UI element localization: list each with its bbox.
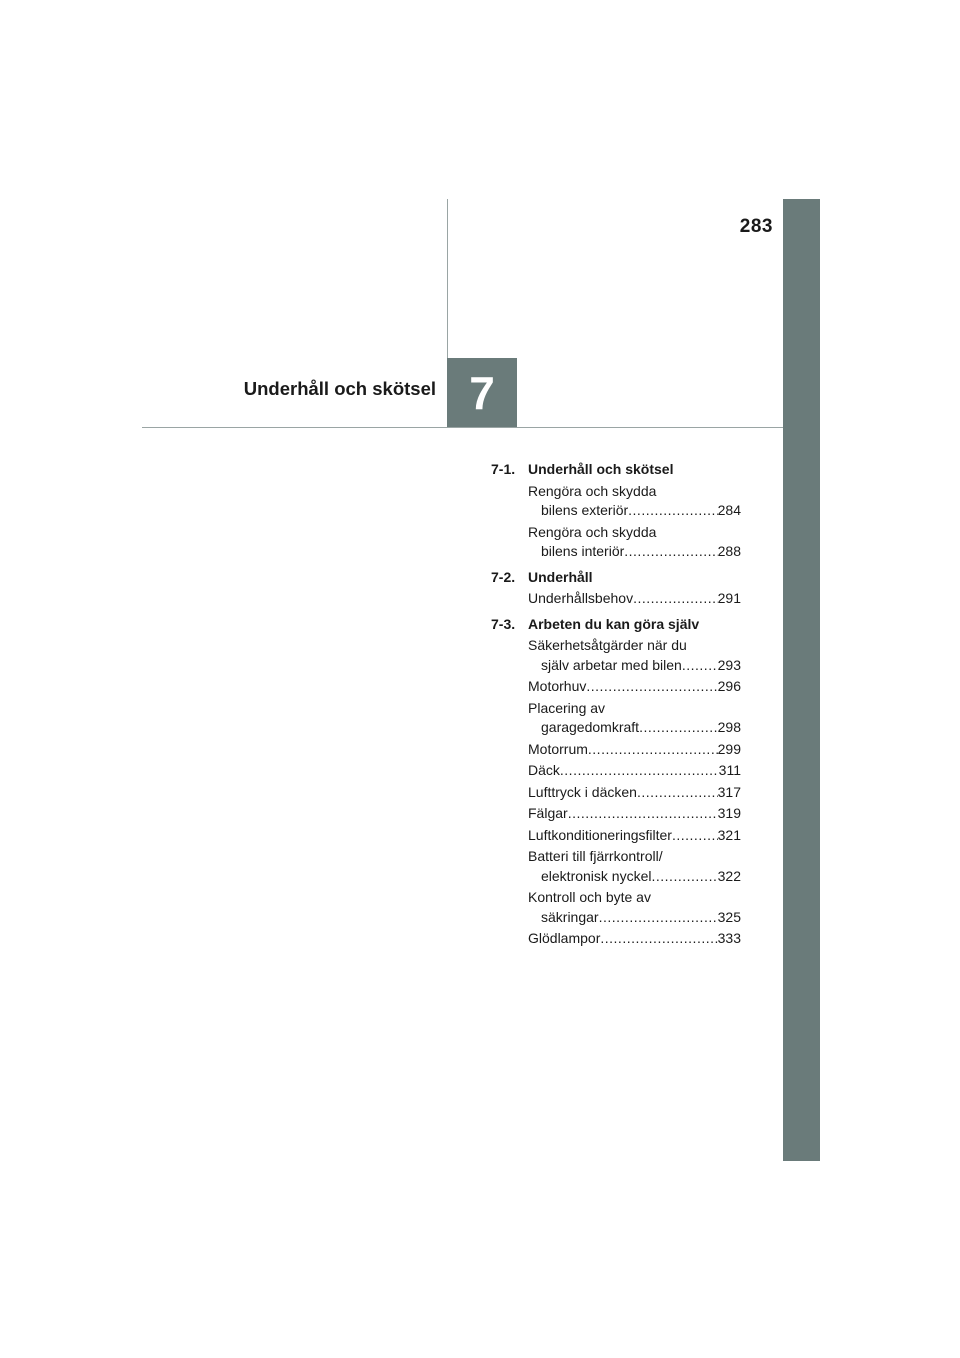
section-title: Arbeten du kan göra själv <box>528 615 700 632</box>
toc-entry[interactable] <box>528 482 741 521</box>
entry-leader-line <box>528 908 741 928</box>
entry-title-line: Kontroll och byte av <box>528 889 651 905</box>
toc-entry[interactable] <box>528 636 741 675</box>
entry-title-line: Batteri till fjärrkontroll/ <box>528 848 663 864</box>
entry-page: 299 <box>717 740 741 757</box>
horizontal-rule <box>142 427 783 428</box>
dot-leader <box>588 740 718 760</box>
entry-page: 284 <box>717 502 741 518</box>
entry-title: Motorrum <box>528 740 588 757</box>
toc-entry[interactable] <box>528 888 741 927</box>
dot-leader <box>586 677 717 697</box>
entry-leader-line <box>528 867 741 887</box>
entry-page: 321 <box>717 826 741 843</box>
entry-page: 317 <box>717 783 741 800</box>
entry-title-line: Säkerhetsåtgärder när du <box>528 637 687 653</box>
entry-page: 298 <box>717 719 741 735</box>
entry-title-cont: elektronisk nyckel <box>541 867 652 884</box>
entry-page: 325 <box>717 908 741 925</box>
section-title: Underhåll och skötsel <box>528 461 674 477</box>
entry-title-cont: garagedomkraft <box>541 719 640 735</box>
entry-leader-line <box>528 501 741 521</box>
chapter-number-box: 7 <box>447 358 517 428</box>
page-number: 283 <box>739 216 773 237</box>
dot-leader <box>633 589 718 609</box>
toc-entry[interactable] <box>528 783 741 803</box>
entry-title: Däck <box>528 762 560 778</box>
entry-page: 319 <box>717 805 741 821</box>
entry-page: 311 <box>718 762 741 778</box>
toc-entry[interactable] <box>528 589 741 609</box>
entry-leader-line <box>528 718 741 738</box>
dot-leader <box>624 542 717 562</box>
entry-page: 322 <box>717 867 741 884</box>
entry-title-cont: säkringar <box>541 908 599 925</box>
toc-entry[interactable] <box>528 826 741 846</box>
entry-title: Fälgar <box>528 805 568 821</box>
table-of-contents <box>491 460 741 951</box>
entry-title-line: Rengöra och skydda <box>528 482 657 499</box>
toc-entry[interactable] <box>528 677 741 697</box>
entry-title: Underhållsbehov <box>528 590 634 606</box>
toc-entry[interactable] <box>528 740 741 760</box>
section-number: 7-2. <box>491 568 516 585</box>
toc-entry[interactable] <box>528 804 741 824</box>
toc-entry[interactable] <box>528 699 741 738</box>
entry-title-line: Placering av <box>528 699 606 716</box>
entry-title: Motorhuv <box>528 678 587 694</box>
toc-entry[interactable] <box>528 523 741 562</box>
entry-title-cont: själv arbetar med bilen <box>541 656 682 673</box>
entry-page: 296 <box>717 678 741 694</box>
entry-page: 293 <box>717 656 741 673</box>
chapter-side-tab <box>783 199 820 1161</box>
dot-leader <box>637 783 718 803</box>
entry-title-cont: bilens interiör <box>541 543 625 559</box>
toc-entry[interactable] <box>528 847 741 886</box>
toc-section-heading <box>491 615 741 635</box>
dot-leader <box>672 826 718 846</box>
entry-leader-line <box>528 542 741 562</box>
dot-leader <box>652 867 718 887</box>
vertical-rule <box>447 199 448 359</box>
chapter-title: Underhåll och skötsel <box>243 378 436 399</box>
toc-section-heading <box>491 568 741 588</box>
section-title: Underhåll <box>528 568 593 585</box>
entry-page: 291 <box>717 590 741 606</box>
toc-entry[interactable] <box>528 929 741 949</box>
dot-leader <box>599 908 718 928</box>
entry-title-line: Rengöra och skydda <box>528 523 657 540</box>
entry-title: Glödlampor <box>528 930 601 946</box>
entry-title-cont: bilens exteriör <box>541 502 629 518</box>
dot-leader <box>568 804 718 824</box>
toc-entry[interactable] <box>528 761 741 781</box>
dot-leader <box>600 929 717 949</box>
entry-title: Luftkonditioneringsfilter <box>528 826 672 843</box>
toc-section-heading <box>491 460 741 480</box>
section-number: 7-3. <box>491 615 516 632</box>
entry-title: Lufttryck i däcken <box>528 783 637 800</box>
entry-leader-line <box>528 656 741 676</box>
entry-page: 333 <box>717 930 741 946</box>
dot-leader <box>639 718 718 738</box>
section-number: 7-1. <box>491 461 516 477</box>
dot-leader <box>628 501 717 521</box>
dot-leader <box>560 761 719 781</box>
entry-page: 288 <box>717 543 741 559</box>
dot-leader <box>682 656 718 676</box>
